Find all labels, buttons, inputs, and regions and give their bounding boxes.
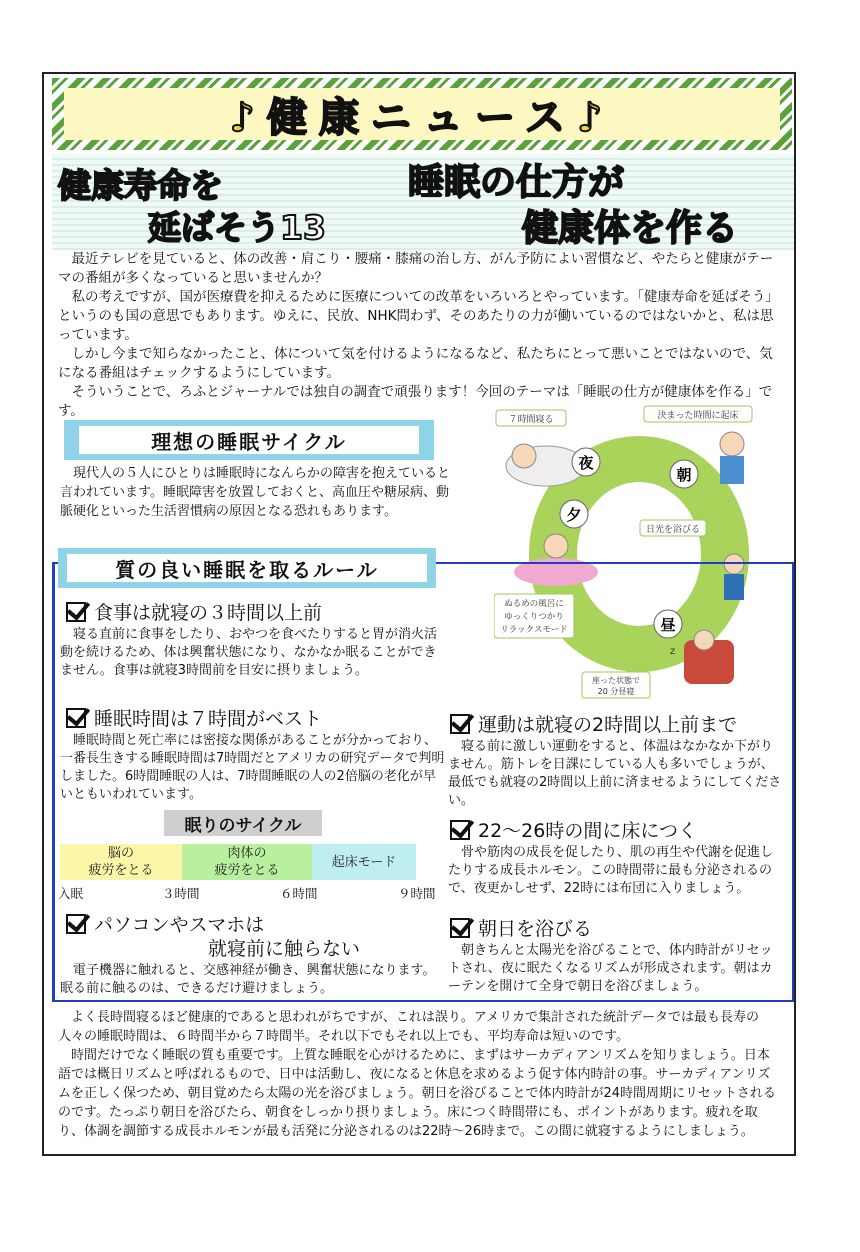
intro-paragraph: しかし今まで知らなかったこと、体について気を付けるようになるなど、私たちにとって悪いことではないので、気になる番組はチェックするようにしています。 xyxy=(58,346,773,381)
tick-sleep-onset: 入眠 xyxy=(58,886,84,901)
morning-label: 朝 xyxy=(676,466,692,484)
rule-devices-title-line2: 就寝前に触らない xyxy=(208,938,361,960)
rule-sunlight-title: 朝日を浴びる xyxy=(478,918,593,940)
closing-paragraph: よく長時間寝るほど健康的であると思われがちですが、これは誤り。アメリカで集計された統計データでは最も長寿の人々の睡眠時間は、６時間半から７時間半。それ以下でもそれ以上でも、平均寿命は短いのです。 xyxy=(58,1010,759,1044)
rules-heading-text: 質の良い睡眠を取るルール xyxy=(115,557,379,582)
rule-devices-heading xyxy=(66,910,264,937)
newsletter-page xyxy=(42,72,796,1156)
checkbox-icon xyxy=(66,914,86,934)
rule-meal-title: 食事は就寝の３時間以上前 xyxy=(94,602,323,624)
rule-exercise-title: 運動は就寝の2時間以上前まで xyxy=(478,714,738,736)
cycle-body-line2: 疲労をとる xyxy=(214,863,280,878)
checkbox-icon xyxy=(66,708,86,728)
tick-6h: ６時間 xyxy=(280,886,318,901)
series-title-line1: 健康寿命を xyxy=(58,166,223,205)
rules-heading xyxy=(58,548,436,588)
sleep-z-mark: z xyxy=(670,646,676,657)
rule-sunlight-text xyxy=(448,942,784,996)
rule-bedtime-title: 22～26時の間に床につく xyxy=(478,820,697,842)
rule-sleep-hours-text xyxy=(60,732,448,804)
caption-bath-3: リラックスモード xyxy=(500,625,568,635)
checkbox-icon xyxy=(450,918,470,938)
ideal-cycle-text xyxy=(60,464,454,521)
checkbox-icon xyxy=(450,714,470,734)
closing-paragraph: 時間だけでなく睡眠の質も重要です。上質な睡眠を心がけるために、まずはサーカディアンリズムを知りましょう。日本語では概日リズムと呼ばれるもので、日中は活動し、夜になると休息を求めるよう促す体内時計の事。サーカディアンリズムを正しく保つため、朝目覚めたら太陽の光を浴びましょう。朝日を浴びることで体内時計が24時間周期にリセットされるのです。たっぷり朝日を浴びたら、朝食をしっかり摂りましょう。床につく時間帯にも、ポイントがあります。疲れを取り、体調を調節する成長ホルモンが最も活発に分泌されるのは22時～26時まで。この間に就寝するようにしましょう。 xyxy=(58,1048,776,1139)
theme-title-line2: 健康体を作る xyxy=(522,208,739,249)
ideal-cycle-heading xyxy=(64,420,434,460)
rule-devices-paragraph: 電子機器に触れると、交感神経が働き、興奮状態になります。眠る前に触るのは、できるだけ避けましょう。 xyxy=(60,963,436,996)
cycle-segment-body xyxy=(182,844,312,880)
ideal-cycle-paragraph: 現代人の５人にひとりは睡眠時になんらかの障害を抱えていると言われています。睡眠障害を放置しておくと、高血圧や糖尿病、動脈硬化といった生活習慣病の原因となる恐れもあります。 xyxy=(60,466,451,519)
caption-nap-2: 20 分昼寝 xyxy=(597,687,635,696)
sleep-cycle-label: 眠りのサイクル xyxy=(164,810,322,836)
rule-bedtime-heading xyxy=(450,816,697,843)
rule-bedtime-text xyxy=(448,844,784,898)
caption-sunlight: 日光を浴びる xyxy=(645,525,701,535)
title-banner xyxy=(52,78,792,150)
rule-devices-text xyxy=(60,962,448,998)
rule-sleep-hours-title: 睡眠時間は７時間がベスト xyxy=(94,708,323,730)
theme-title-line1: 睡眠の仕方が xyxy=(408,162,625,203)
ideal-cycle-heading-text: 理想の睡眠サイクル xyxy=(151,429,347,454)
rule-exercise-heading xyxy=(450,710,737,737)
caption-bath-2: ゆっくりつかり xyxy=(504,612,564,622)
caption-wake-fixed-time: 決まった時間に起床 xyxy=(657,411,739,421)
morning-man-figure xyxy=(720,432,744,484)
caption-nap-1: 座った状態で xyxy=(592,676,640,685)
series-title-line2: 延ばそう13 xyxy=(148,208,326,247)
rule-sleep-hours-heading xyxy=(66,704,322,731)
night-label: 夜 xyxy=(578,454,594,472)
rule-sunlight-paragraph: 朝きちんと太陽光を浴びることで、体内時計がリセットされ、夜に眠たくなるリズムが形成されます。朝はカーテンを開けて全身で朝日を浴びましょう。 xyxy=(448,943,773,994)
newsletter-title: ♪健康ニュース♪ xyxy=(229,94,615,141)
closing-text xyxy=(58,1008,780,1141)
cycle-wake-text: 起床モード xyxy=(331,854,397,870)
rule-devices-title-line1: パソコンやスマホは xyxy=(94,914,265,936)
checkbox-icon xyxy=(450,820,470,840)
tick-9h: ９時間 xyxy=(398,886,436,901)
rule-sunlight-heading xyxy=(450,914,592,941)
intro-text xyxy=(58,250,780,421)
caption-bath-1: ぬるめの風呂に xyxy=(504,599,564,609)
cycle-segment-wake xyxy=(312,844,416,880)
caption-sleep-7h: ７時間寝る xyxy=(508,415,554,425)
header-band xyxy=(52,154,794,250)
intro-paragraph: 私の考えですが、国が医療費を抑えるために医療についての改革をいろいろとやっています。「健康寿命を延ばそう」というのも国の意思でもあります。ゆえに、民放、NHK問わず、そのあたりの力が働いているのではないかと、私は思っています。 xyxy=(58,289,779,343)
cycle-brain-line2: 疲労をとる xyxy=(88,863,154,878)
cycle-brain-line1: 脳の xyxy=(107,846,134,861)
rule-meal-heading xyxy=(66,598,322,625)
evening-label: 夕 xyxy=(566,506,582,524)
rule-meal-paragraph: 寝る直前に食事をしたり、おやつを食べたりすると胃が消火活動を続けるため、体は興奮状態になり、なかなか眠ることができません。食事は就寝3時間前を目安に摂りましょう。 xyxy=(60,627,438,678)
intro-paragraph: そういうことで、ろふとジャーナルでは独自の調査で頑張ります！今回のテーマは「睡眠の仕方が健康体を作る」です。 xyxy=(58,384,773,419)
rule-exercise-paragraph: 寝る前に激しい運動をすると、体温はなかなか下がりません。筋トレを日課にしている人も多いでしょうが、最低でも就寝の2時間以上前に済ませるようにしてください。 xyxy=(448,739,782,808)
tick-3h: ３時間 xyxy=(162,886,200,901)
checkbox-icon xyxy=(66,602,86,622)
cycle-segment-brain xyxy=(60,844,182,880)
rule-bedtime-paragraph: 骨や筋肉の成長を促したり、肌の再生や代謝を促進したりする成長ホルモン。この時間帯に最も分泌されるので、夜更かしせず、22時には布団に入りましょう。 xyxy=(448,845,774,896)
rule-meal-text xyxy=(60,626,448,680)
rule-sleep-hours-paragraph: 睡眠時間と死亡率には密接な関係があることが分かっており、一番長生きする睡眠時間は7時間だとアメリカの研究データで判明しました。6時間睡眠の人は、7時間睡眠の人の2倍脳の老化が早いともいわれています。 xyxy=(60,733,445,802)
intro-paragraph: 最近テレビを見ていると、体の改善・肩こり・腰痛・膝痛の治し方、がん予防によい習慣など、やたらと健康がテーマの番組が多くなっていると思いませんか？ xyxy=(58,251,774,286)
rule-exercise-text xyxy=(448,738,784,810)
cycle-body-line1: 肉体の xyxy=(227,846,267,861)
noon-label: 昼 xyxy=(660,616,676,634)
